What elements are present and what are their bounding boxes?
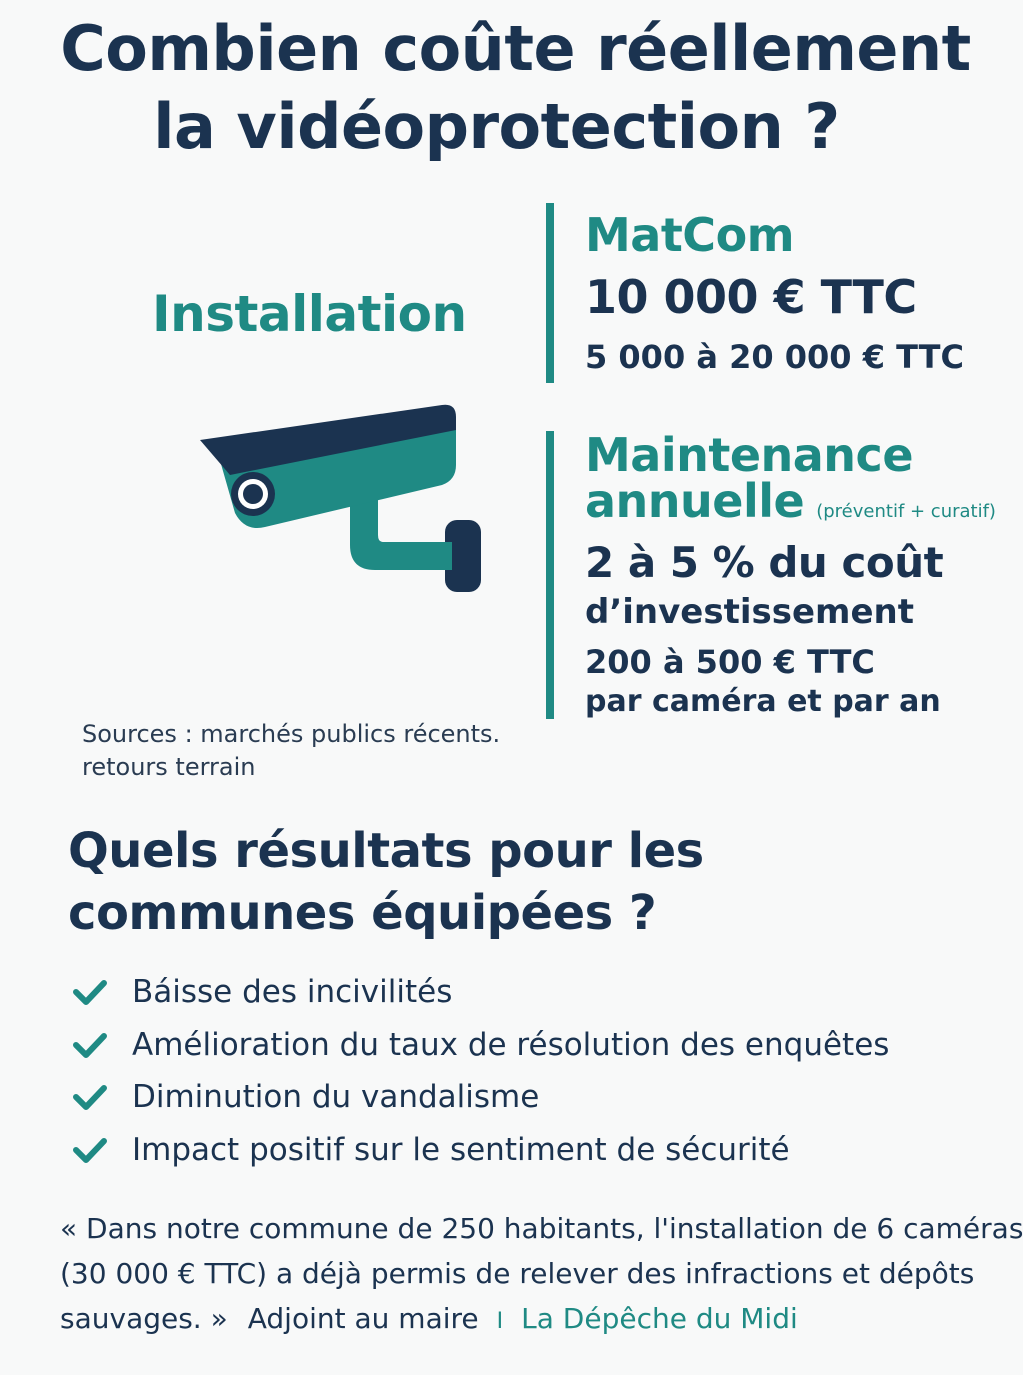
quote-line2: (30 000 € TTC) a déjà permis de relever des infractions et dépôts [60, 1257, 975, 1290]
installation-label: Installation [152, 285, 467, 343]
matcom-price: 10 000 € TTC [585, 270, 917, 324]
quote-source: La Dépêche du Midi [521, 1302, 798, 1335]
results-title-line1: Quels résultats pour les [68, 823, 704, 879]
sources-note [82, 718, 500, 784]
list-item-text: Impact positif sur le sentiment de sécurité [132, 1131, 790, 1168]
list-item-text: Diminution du vandalisme [132, 1079, 540, 1116]
matcom-range: 5 000 à 20 000 € TTC [585, 338, 964, 376]
page-title [0, 10, 1023, 166]
quote-line1: « Dans notre commune de 250 habitants, l'installation de 6 caméras [60, 1212, 1023, 1245]
camera-lens [243, 484, 263, 504]
maintenance-note: (préventif + curatif) [816, 501, 996, 522]
list-item [72, 966, 889, 1019]
maintenance-heading: Maintenance [585, 428, 914, 482]
maintenance-per-camera: par caméra et par an [585, 684, 941, 719]
results-title [68, 820, 704, 944]
maintenance-cost: 200 à 500 € TTC [585, 643, 875, 681]
sources-line2: retours terrain [82, 753, 256, 781]
page-title-line1: Combien coûte réellement [60, 12, 971, 85]
maintenance-percent: 2 à 5 % du coût [585, 538, 944, 587]
list-item [72, 1071, 889, 1124]
list-item-text: Amélioration du taux de résolution des enquêtes [132, 1026, 890, 1063]
quote-end: sauvages. » [60, 1302, 228, 1335]
results-title-line2: communes équipées ? [68, 885, 657, 941]
maintenance-heading-line2: annuelle [585, 474, 805, 528]
check-icon [72, 977, 108, 1007]
maintenance-subheading [585, 474, 996, 528]
quote-line3 [60, 1296, 1010, 1344]
results-list [72, 966, 889, 1176]
list-item [72, 1124, 889, 1177]
sources-line1: Sources : marchés publics récents. [82, 720, 501, 748]
check-icon [72, 1135, 108, 1165]
page-title-line2: la vidéoprotection ? [153, 90, 840, 163]
quote-separator: I [496, 1309, 504, 1334]
maintenance-investment: d’investissement [585, 592, 914, 632]
quote-author: Adjoint au maire [247, 1302, 479, 1335]
list-item-text: Báisse des incivilités [132, 974, 453, 1011]
check-icon [72, 1030, 108, 1060]
security-camera-icon [190, 395, 490, 600]
camera-arm [350, 495, 452, 570]
maintenance-divider [546, 431, 554, 719]
list-item [72, 1019, 889, 1072]
check-icon [72, 1082, 108, 1112]
matcom-heading: MatCom [585, 208, 795, 262]
matcom-divider [546, 203, 554, 383]
testimonial-quote [60, 1206, 1023, 1344]
